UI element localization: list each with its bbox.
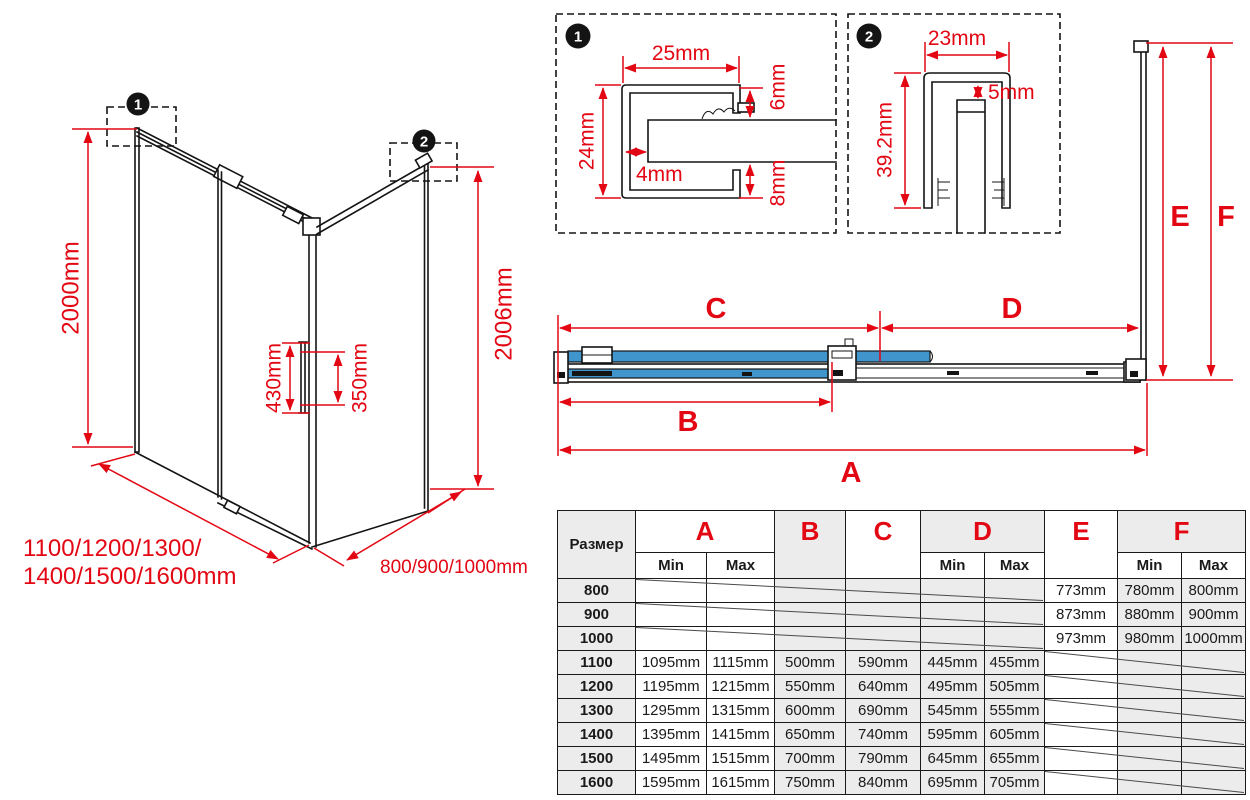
dim-350-label: 350mm [348,342,372,414]
table-row [558,699,1246,723]
col-header-f: F [1118,511,1246,553]
detail-1-glass [648,120,836,162]
cell-d-max: 655mm [985,747,1045,771]
cell-f-max: 1000mm [1182,627,1246,651]
subheader-d-min: Min [921,553,985,579]
cell-d-min [921,603,985,627]
cell-f-min: 780mm [1118,579,1182,603]
cell-size: 1500 [558,747,636,771]
detail-1-w-label: 25mm [651,42,711,65]
subheader-f-max: Max [1182,553,1246,579]
cell-a-max [707,627,775,651]
detail-2-glass [957,100,985,233]
plan-seal-4 [1086,371,1098,375]
cell-a-min: 1495mm [636,747,707,771]
width-label-line2: 1400/1500/1600mm [23,563,237,590]
col-header-b: B [775,511,846,579]
cell-d-max: 555mm [985,699,1045,723]
cell-d-min: 695mm [921,771,985,795]
cell-c [846,579,921,603]
iso-sliding-door [218,170,222,499]
cell-a-max: 1115mm [707,651,775,675]
cell-f-min [1118,651,1182,675]
detail-2 [848,14,1060,233]
cell-size: 900 [558,603,636,627]
iso-corner-post [309,222,316,547]
cell-f-max [1182,651,1246,675]
cell-d-max [985,627,1045,651]
plan-seal-2 [742,372,752,376]
depth-label: 800/900/1000mm [380,557,528,578]
table-row [558,747,1246,771]
cell-b: 500mm [775,651,846,675]
cell-c: 740mm [846,723,921,747]
dim-e-label: E [1170,201,1190,233]
side-panel-edge [1141,43,1146,380]
side-panel-top-cap [1134,41,1148,52]
cell-d-min: 645mm [921,747,985,771]
detail-1-badge-number: 1 [573,28,583,46]
table-row [558,723,1246,747]
detail-1-t-label: 4mm [636,163,683,186]
iso-door-hanger [283,206,304,223]
cell-b: 700mm [775,747,846,771]
detail-2-h-label: 39.2mm [873,102,897,178]
cell-e [1045,771,1118,795]
cell-a-min: 1395mm [636,723,707,747]
table-row [558,579,1246,603]
detail-2-h-ticks [894,73,921,208]
detail-1-g2-label: 8mm [766,159,790,207]
cell-b [775,627,846,651]
plan-wall-bracket-left [554,352,568,383]
cell-size: 1600 [558,771,636,795]
detail-1-clip [738,103,754,112]
cell-a-min: 1295mm [636,699,707,723]
cell-a-min: 1095mm [636,651,707,675]
table-row [558,603,1246,627]
detail-1-g1-label: 6mm [766,63,790,111]
dim-depth-ticks [314,489,465,566]
cell-d-max [985,603,1045,627]
width-label-line1: 1100/1200/1300/ [23,535,202,562]
detail-1-gasket [702,108,735,119]
cell-a-max: 1415mm [707,723,775,747]
plan-carriage-2-knob [845,339,853,346]
cell-f-min: 880mm [1118,603,1182,627]
cell-f-min [1118,747,1182,771]
cell-b [775,603,846,627]
detail-1-h-ticks [595,85,621,198]
cell-e: 973mm [1045,627,1118,651]
table-row [558,771,1246,795]
cell-d-max: 455mm [985,651,1045,675]
dim-2006-ticks [430,167,494,489]
col-header-e: E [1045,511,1118,579]
subheader-a-min: Min [636,553,707,579]
cell-f-min: 980mm [1118,627,1182,651]
iso-side-top-rail [317,163,428,234]
cell-d-min: 495mm [921,675,985,699]
plan-door-glass [568,351,930,362]
cell-f-min [1118,771,1182,795]
detail-2-gap-label: 5mm [988,81,1035,104]
cell-f-min [1118,675,1182,699]
cell-size: 800 [558,579,636,603]
badge-1-number: 1 [133,96,143,114]
detail-1 [556,14,836,233]
dim-2006-label: 2006mm [490,267,518,361]
dim-depth-line [347,492,461,560]
cell-a-min [636,627,707,651]
iso-bottom-roller [224,500,240,514]
iso-side-cap [415,153,432,168]
col-header-d: D [921,511,1045,553]
cell-e [1045,747,1118,771]
cell-f-max [1182,723,1246,747]
table-row [558,627,1246,651]
iso-left-panel [135,128,139,452]
cell-e: 873mm [1045,603,1118,627]
cell-c: 840mm [846,771,921,795]
cell-a-max [707,603,775,627]
cell-d-min [921,579,985,603]
cell-f-max: 900mm [1182,603,1246,627]
cell-e [1045,675,1118,699]
subheader-d-max: Max [985,553,1045,579]
detail-1-h-label: 24mm [575,111,599,171]
cell-c: 640mm [846,675,921,699]
col-header-size: Размер [558,511,636,579]
cell-c [846,627,921,651]
subheader-f-min: Min [1118,553,1182,579]
cell-d-max [985,579,1045,603]
cell-d-min: 445mm [921,651,985,675]
cell-d-max: 505mm [985,675,1045,699]
cell-b: 550mm [775,675,846,699]
cell-a-min [636,579,707,603]
cell-size: 1300 [558,699,636,723]
cell-a-min: 1195mm [636,675,707,699]
isometric-view [23,93,528,591]
cell-c: 590mm [846,651,921,675]
cell-size: 1000 [558,627,636,651]
dim-430-label: 430mm [262,342,286,414]
detail-2-w-label: 23mm [927,27,987,50]
table-row [558,651,1246,675]
cell-b: 750mm [775,771,846,795]
cell-f-max [1182,747,1246,771]
col-header-a: A [636,511,775,553]
cell-c [846,603,921,627]
cell-d-min: 595mm [921,723,985,747]
subheader-a-max: Max [707,553,775,579]
cell-size: 1200 [558,675,636,699]
dim-a-label: A [840,457,862,489]
dim-c-label: C [705,293,727,325]
cell-a-max [707,579,775,603]
dim-2000-label: 2000mm [57,241,85,335]
cell-d-max: 705mm [985,771,1045,795]
table-row [558,675,1246,699]
cell-e [1045,723,1118,747]
cell-a-max: 1315mm [707,699,775,723]
detail-2-badge-number: 2 [864,28,874,46]
cell-f-min [1118,699,1182,723]
cell-f-max [1182,675,1246,699]
cell-e: 773mm [1045,579,1118,603]
size-table [557,510,1246,795]
plan-seal-1 [572,371,612,376]
cell-e [1045,651,1118,675]
cell-d-min [921,627,985,651]
cell-size: 1400 [558,723,636,747]
cell-a-max: 1515mm [707,747,775,771]
side-panel-bottom-pad [1130,371,1138,377]
cell-f-max: 800mm [1182,579,1246,603]
cell-f-max [1182,699,1246,723]
plan-carriage-2-pad [833,370,843,376]
cell-f-min [1118,723,1182,747]
cell-d-max: 605mm [985,723,1045,747]
cell-a-min: 1595mm [636,771,707,795]
cell-b [775,579,846,603]
size-table-container [557,510,1247,796]
detail-2-clips [938,178,1004,206]
cell-size: 1100 [558,651,636,675]
cell-f-max [1182,771,1246,795]
dim-d-label: D [1001,293,1023,325]
cell-a-min [636,603,707,627]
cell-b: 600mm [775,699,846,723]
col-header-c: C [846,511,921,579]
cell-d-min: 545mm [921,699,985,723]
cell-c: 790mm [846,747,921,771]
cell-b: 650mm [775,723,846,747]
cell-c: 690mm [846,699,921,723]
cell-a-max: 1215mm [707,675,775,699]
cell-e [1045,699,1118,723]
dim-b-label: B [677,406,699,438]
cell-a-max: 1615mm [707,771,775,795]
badge-2-number: 2 [419,133,429,151]
plan-seal-3 [947,371,959,375]
dim-f-label: F [1217,201,1235,233]
